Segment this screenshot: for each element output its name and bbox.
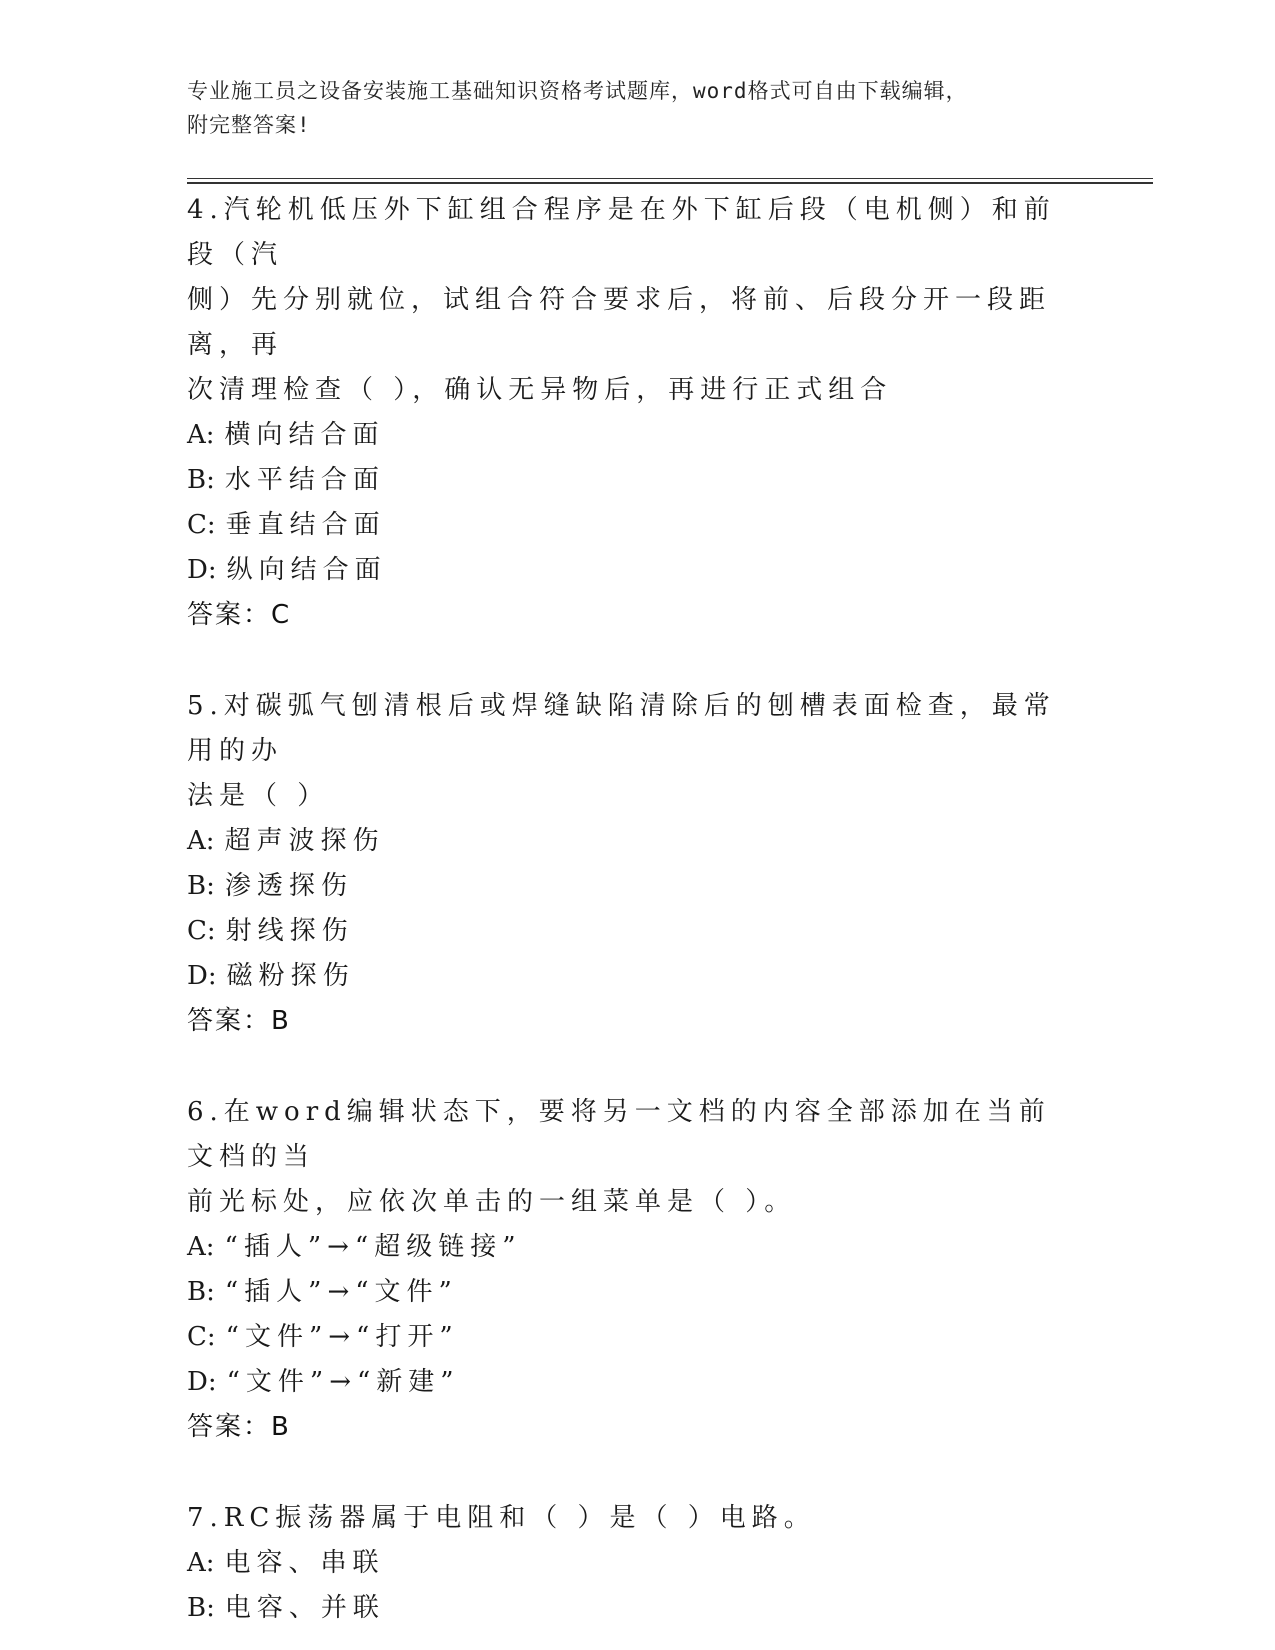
header-line-2: 附完整答案! [187,113,311,137]
option-a [187,1541,1067,1586]
question-4 [187,188,1067,638]
question-stem-line: 5.对碳弧气刨清根后或焊缝缺陷清除后的刨槽表面检查，最常用的办 [187,691,1056,766]
answer-label: 答案： [187,1006,272,1036]
option-letter: A: [187,420,215,450]
option-letter: B: [187,1277,215,1307]
answer-line [187,593,1067,638]
answer-value: B [271,1412,290,1442]
option-text: “文件”→“新建” [226,1367,460,1397]
option-d [187,954,1067,999]
option-a [187,413,1067,458]
question-list [187,188,1067,1631]
option-text: 纵向结合面 [226,555,387,585]
question-7 [187,1496,1067,1631]
option-text: 水平结合面 [224,465,385,495]
option-c [187,909,1067,954]
option-text: 电容、并联 [224,1593,385,1623]
question-stem-line: 法是（ ） [187,781,330,811]
option-text: “插人”→“文件” [224,1277,458,1307]
option-letter: D: [187,555,217,585]
question-spacer [187,638,1067,684]
option-letter: C: [187,1322,216,1352]
option-letter: C: [187,916,216,946]
question-stem-line: 4.汽轮机低压外下缸组合程序是在外下缸后段（电机侧）和前段（汽 [187,195,1056,270]
option-text: 垂直结合面 [225,510,386,540]
question-stem-line: 次清理检查（ ），确认无异物后，再进行正式组合 [187,375,893,405]
option-letter: B: [187,465,215,495]
option-letter: A: [187,1548,215,1578]
question-stem-line: 前光标处，应依次单击的一组菜单是（ ）。 [187,1187,797,1217]
answer-value: B [271,1006,290,1036]
answer-value: C [271,600,291,630]
option-letter: D: [187,961,217,991]
question-spacer [187,1450,1067,1496]
option-d [187,548,1067,593]
header-divider-thin [187,178,1153,179]
option-letter: C: [187,510,216,540]
answer-label: 答案： [187,1412,272,1442]
question-stem-line: 7.RC振荡器属于电阻和（ ）是（ ）电路。 [187,1503,816,1533]
option-b [187,1270,1067,1315]
option-text: “文件”→“打开” [225,1322,459,1352]
option-text: “插人”→“超级链接” [224,1232,522,1262]
question-5 [187,684,1067,1044]
option-b [187,864,1067,909]
question-stem-line: 6.在word编辑状态下，要将另一文档的内容全部添加在当前文档的当 [187,1097,1051,1172]
answer-label: 答案： [187,600,272,630]
option-b [187,1586,1067,1631]
answer-line [187,1405,1067,1450]
option-letter: B: [187,1593,215,1623]
option-d [187,1360,1067,1405]
option-a [187,819,1067,864]
option-letter: D: [187,1367,217,1397]
option-text: 渗透探伤 [224,871,353,901]
option-letter: A: [187,1232,215,1262]
option-text: 电容、串联 [224,1548,385,1578]
header-divider-thick [187,182,1153,184]
option-text: 横向结合面 [224,420,385,450]
question-spacer [187,1044,1067,1090]
option-a [187,1225,1067,1270]
option-text: 射线探伤 [225,916,354,946]
question-stem-line: 侧）先分别就位，试组合符合要求后，将前、后段分开一段距离，再 [187,285,1052,360]
option-text: 超声波探伤 [224,826,385,856]
answer-line [187,999,1067,1044]
option-c [187,503,1067,548]
option-b [187,458,1067,503]
option-text: 磁粉探伤 [226,961,355,991]
question-6 [187,1090,1067,1450]
option-letter: A: [187,826,215,856]
header-line-1: 专业施工员之设备安装施工基础知识资格考试题库，word格式可自由下载编辑， [187,79,968,103]
option-c [187,1315,1067,1360]
option-letter: B: [187,871,215,901]
document-header [187,74,1067,142]
